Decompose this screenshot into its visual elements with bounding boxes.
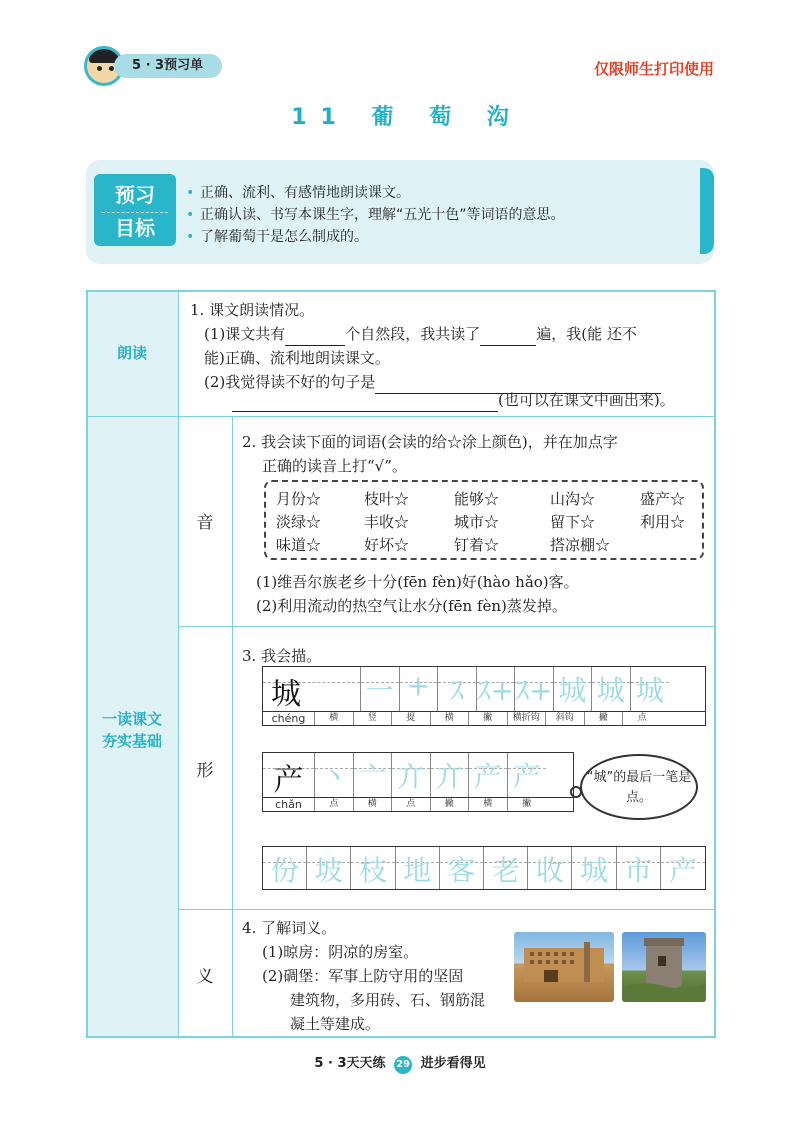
- stroke-name: 横: [354, 798, 393, 811]
- q4-title: 4. 了解词义。: [242, 919, 337, 937]
- goal-item: • 正确认读、书写本课生字，理解“五光十色”等词语的意思。: [186, 204, 565, 226]
- stroke-name: 点: [315, 798, 354, 811]
- word-item[interactable]: 枝叶☆: [364, 490, 410, 508]
- stroke-name: 斜钩: [546, 712, 585, 725]
- hint-bubble: “城”的最后一笔是点。: [580, 754, 698, 820]
- word-item[interactable]: 丰收☆: [364, 513, 410, 531]
- q1-text: (也可以在课文中画出来)。: [498, 391, 675, 409]
- trace-char: 产: [668, 854, 697, 887]
- grid-cell[interactable]: [469, 753, 508, 797]
- q1-line2: 能)正确、流利地朗读课文。: [204, 349, 390, 367]
- grid-cell[interactable]: [396, 847, 440, 889]
- trace-stroke: ｽ: [449, 674, 464, 707]
- grid-cell: [263, 667, 361, 711]
- char-chan: 产: [273, 763, 304, 798]
- page-footer: [0, 1052, 800, 1074]
- trace-stroke: 亣: [396, 760, 425, 793]
- grid-cell[interactable]: [661, 847, 705, 889]
- q2-sub-1: (1)维吾尔族老乡十分(fēn fèn)好(hào hǎo)客。: [256, 573, 579, 591]
- word-item[interactable]: 城市☆: [454, 513, 500, 531]
- q4-line1: (1)晾房：阴凉的房室。: [262, 943, 419, 961]
- preview-goals-panel: [86, 160, 714, 264]
- word-item[interactable]: 淡绿☆: [276, 513, 322, 531]
- trace-char: 枝: [359, 854, 388, 887]
- paragraph-count-blank[interactable]: [285, 328, 345, 346]
- q1-text: 遍，我(能 还不: [536, 325, 637, 343]
- grid-cell[interactable]: [592, 667, 631, 711]
- grid-cell[interactable]: [263, 847, 307, 889]
- q1-text: (1)课文共有: [204, 325, 286, 343]
- grid-cell: [263, 753, 315, 797]
- sentence-blank-2[interactable]: [232, 394, 498, 412]
- read-times-blank[interactable]: [480, 328, 536, 346]
- trace-stroke: ｽ+: [515, 674, 553, 707]
- meaning-label: 义: [196, 967, 214, 987]
- word-item[interactable]: 能够☆: [454, 490, 500, 508]
- goals-badge: [94, 174, 176, 246]
- trace-row-grid: [262, 846, 706, 890]
- char-cheng: 城: [271, 677, 301, 712]
- trace-stroke: ｽ+: [476, 674, 514, 707]
- trace-char: 坡: [314, 854, 343, 887]
- shape-label: 形: [196, 761, 214, 781]
- trace-stroke: 城: [558, 674, 587, 707]
- grid-cell[interactable]: [315, 753, 354, 797]
- stroke-name: 横: [431, 712, 470, 725]
- grid-cell[interactable]: [361, 667, 400, 711]
- trace-stroke: 产: [473, 760, 502, 793]
- grid-cell[interactable]: [631, 667, 670, 711]
- char-chan-grid: [262, 752, 574, 798]
- char-chan-strokes: [262, 798, 574, 812]
- word-item[interactable]: 好坏☆: [364, 536, 410, 554]
- grid-cell[interactable]: [351, 847, 395, 889]
- trace-stroke: 亠: [358, 760, 387, 793]
- brand-logo: [84, 52, 224, 80]
- word-box: [264, 480, 704, 560]
- page-number: 29: [394, 1056, 412, 1074]
- trace-char: 份: [270, 854, 299, 887]
- grid-cell[interactable]: [438, 667, 477, 711]
- word-item[interactable]: 盛产☆: [640, 490, 686, 508]
- q1-title: 1. 课文朗读情况。: [190, 301, 315, 319]
- print-notice: 仅限师生打印使用: [593, 60, 714, 78]
- grid-cell[interactable]: [528, 847, 572, 889]
- goal-item: • 正确、流利、有感情地朗读课文。: [186, 182, 565, 204]
- stroke-name: 撇: [585, 712, 624, 725]
- grid-cell[interactable]: [477, 667, 516, 711]
- trace-char: 客: [447, 854, 476, 887]
- stroke-name: 横折钩: [508, 712, 547, 725]
- decorative-bar: [700, 168, 714, 254]
- word-item[interactable]: 味道☆: [276, 536, 322, 554]
- trace-stroke: 一: [365, 674, 394, 707]
- grid-cell[interactable]: [431, 753, 470, 797]
- trace-stroke: 丶: [319, 760, 348, 793]
- trace-char: 城: [580, 854, 609, 887]
- trace-stroke: 城: [596, 674, 625, 707]
- word-item[interactable]: 搭凉棚☆: [550, 536, 611, 554]
- q1-text: 个自然段，我共读了: [345, 325, 481, 343]
- blockhouse-photo: [622, 932, 706, 1002]
- grid-cell[interactable]: [554, 667, 593, 711]
- grid-cell[interactable]: [392, 753, 431, 797]
- solid-basics-label: [86, 708, 178, 752]
- q4-line2: (2)碉堡：军事上防守用的坚固: [262, 967, 464, 985]
- read-label: 朗读: [116, 344, 147, 362]
- q3-title: 3. 我会描。: [242, 647, 322, 665]
- char-cheng-grid: [262, 666, 706, 712]
- trace-stroke: 亣: [435, 760, 464, 793]
- q4-line4: 凝土等建成。: [290, 1015, 381, 1033]
- trace-char: 老: [491, 854, 520, 887]
- grid-cell[interactable]: [307, 847, 351, 889]
- char-cheng-strokes: [262, 712, 706, 726]
- q1-text: (2)我觉得读不好的句子是: [204, 373, 376, 391]
- q2-sub-2: (2)利用流动的热空气让水分(fēn fèn)蒸发掉。: [256, 597, 567, 615]
- stroke-name: 提: [392, 712, 431, 725]
- lesson-title: 11 葡 萄 沟: [291, 105, 523, 130]
- stroke-name: 撇: [431, 798, 470, 811]
- word-item[interactable]: 留下☆: [550, 513, 596, 531]
- solid-label-1: 一读课文: [101, 710, 162, 728]
- grid-cell[interactable]: [508, 753, 547, 797]
- q1-line4: [232, 388, 675, 412]
- grid-cell[interactable]: [617, 847, 661, 889]
- grid-cell[interactable]: [484, 847, 528, 889]
- stroke-name: 横: [469, 798, 508, 811]
- grid-cell[interactable]: [354, 753, 393, 797]
- trace-stroke: +: [406, 669, 430, 702]
- q1-line1: [204, 322, 637, 346]
- word-item[interactable]: 山沟☆: [550, 490, 596, 508]
- q2-title-1: 2. 我会读下面的词语(会读的给☆涂上颜色)，并在加点字: [242, 433, 618, 451]
- grid-cell[interactable]: [515, 667, 554, 711]
- goals-list: [186, 182, 565, 248]
- sound-label: 音: [196, 513, 214, 533]
- grid-cell[interactable]: [440, 847, 484, 889]
- q2-title-2: 正确的读音上打“√”。: [262, 457, 407, 475]
- grid-cell[interactable]: [400, 667, 439, 711]
- brand-label: 5 · 3预习单: [114, 54, 222, 78]
- goal-item: • 了解葡萄干是怎么制成的。: [186, 226, 565, 248]
- word-item[interactable]: 月份☆: [276, 490, 322, 508]
- trace-stroke: 产: [512, 760, 541, 793]
- badge-line-2: 目标: [115, 216, 155, 240]
- stroke-name: 撇: [469, 712, 508, 725]
- footer-slogan: 进步看得见: [420, 1056, 486, 1071]
- q4-line3: 建筑物，多用砖、石、钢筋混: [290, 991, 486, 1009]
- trace-char: 市: [624, 854, 653, 887]
- stroke-name: 点: [392, 798, 431, 811]
- drying-house-photo: [514, 932, 614, 1002]
- pinyin-cheng: chéng: [263, 712, 315, 725]
- badge-line-1: 预习: [115, 183, 155, 207]
- stroke-name: 点: [637, 713, 647, 723]
- trace-stroke: 城: [635, 674, 664, 707]
- word-item[interactable]: 利用☆: [640, 513, 686, 531]
- stroke-name: 横: [315, 712, 354, 725]
- solid-label-2: 夯实基础: [101, 732, 162, 750]
- stroke-name: 撇: [522, 799, 532, 809]
- footer-brand: 5 · 3天天练: [314, 1056, 386, 1071]
- pinyin-chan: chǎn: [263, 798, 315, 811]
- trace-char: 收: [535, 854, 564, 887]
- stroke-name: 竖: [354, 712, 393, 725]
- trace-char: 地: [403, 854, 432, 887]
- word-item[interactable]: 钉着☆: [454, 536, 500, 554]
- grid-cell[interactable]: [572, 847, 616, 889]
